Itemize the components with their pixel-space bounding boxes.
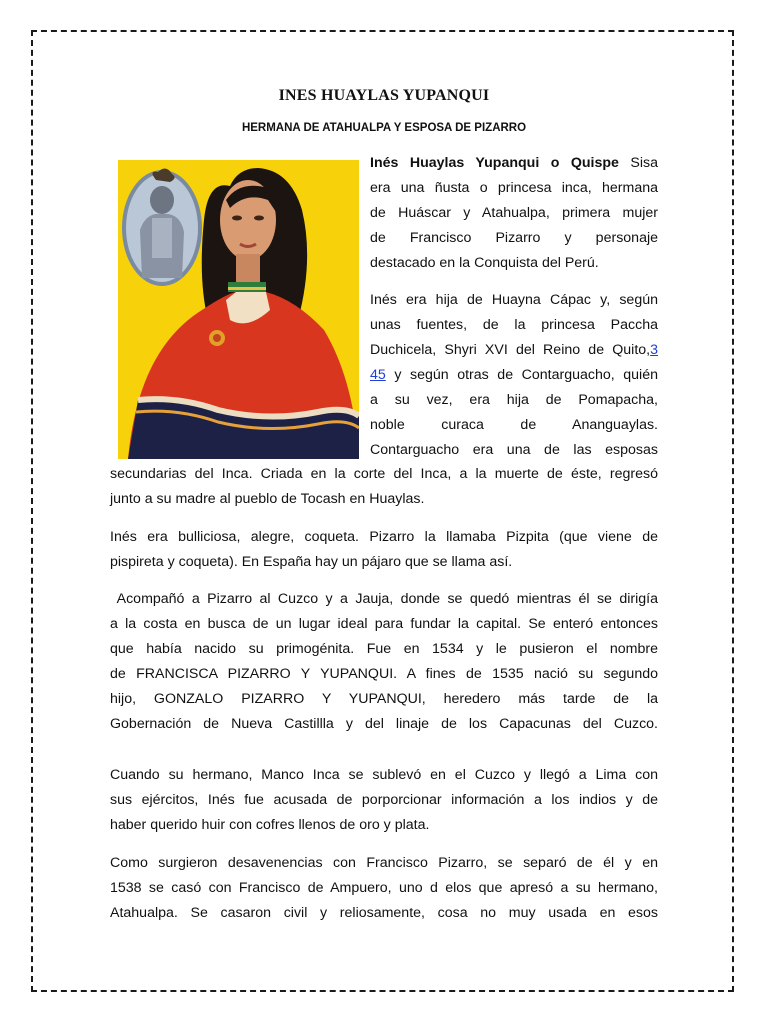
p2-line-5: a su vez, era hija de Pomapacha, <box>370 392 658 408</box>
p2-line-4: 45 y según otras de Contarguacho, quién <box>370 367 658 383</box>
p4-line-4: de FRANCISCA PIZARRO Y YUPANQUI. A fines de 1535 nació su segundo <box>110 666 658 682</box>
p6-line-3: Atahualpa. Se casaron civil y reliosamente, cosa no muy usada en esos <box>110 905 658 921</box>
p5-line-3: haber querido huir con cofres llenos de oro y plata. <box>110 817 430 833</box>
footnote-link-3[interactable]: 3 <box>650 342 658 358</box>
p1-line-3: de Huáscar y Atahualpa, primera mujer <box>370 205 658 221</box>
page-subtitle: HERMANA DE ATAHUALPA Y ESPOSA DE PIZARRO <box>241 122 527 134</box>
p3-line-1: Inés era bulliciosa, alegre, coqueta. Pizarro la llamaba Pizpita (que viene de <box>110 529 658 545</box>
p5-line-1: Cuando su hermano, Manco Inca se sublevó en el Cuzco y llegó a Lima con <box>110 767 658 783</box>
p1-line-2: era una ñusta o princesa inca, hermana <box>370 180 658 196</box>
p4-line-6: Gobernación de Nueva Castillla y del linaje de los Capacunas del Cuzco. <box>110 716 658 732</box>
p2-line-3: Duchicela, Shyri XVI del Reino de Quito,3 <box>370 342 658 358</box>
p6-line-2: 1538 se casó con Francisco de Ampuero, uno d elos que apresó a su hermano, <box>110 880 658 896</box>
p4-line-2: a la costa en busca de un lugar ideal para fundar la capital. Se enteró entonces <box>110 616 658 632</box>
p3-line-2: pispireta y coqueta). En España hay un pájaro que se llama así. <box>110 554 513 570</box>
p1-line-4: de Francisco Pizarro y personaje <box>370 230 658 246</box>
p4-line-3: que había nacido su primogénita. Fue en 1534 y le pusieron el nombre <box>110 641 658 657</box>
p4-line-1: Acompañó a Pizarro al Cuzco y a Jauja, donde se quedó mientras él se dirigía <box>110 591 658 607</box>
p4-line-5: hijo, GONZALO PIZARRO Y YUPANQUI, heredero más tarde de la <box>110 691 658 707</box>
p6-line-1: Como surgieron desavenencias con Francisco Pizarro, se separó de él y en <box>110 855 658 871</box>
p2-line-8: secundarias del Inca. Criada en la corte del Inca, a la muerte de éste, regresó <box>110 466 658 482</box>
footnote-link-45[interactable]: 45 <box>370 367 386 383</box>
p2-line-1: Inés era hija de Huayna Cápac y, según <box>370 292 658 308</box>
p5-line-2: sus ejércitos, Inés fue acusada de porporcionar información a los indios y de <box>110 792 658 808</box>
p2-line-6: noble curaca de Ananguaylas. <box>370 417 658 433</box>
page-title: INES HUAYLAS YUPANQUI <box>278 87 490 104</box>
p2-line-9: junto a su madre al pueblo de Tocash en Huaylas. <box>110 491 425 507</box>
portrait-image <box>118 160 359 459</box>
p2-line-7: Contarguacho era una de las esposas <box>370 442 658 458</box>
p1-line-5: destacado en la Conquista del Perú. <box>370 255 599 271</box>
p2-line-2: unas fuentes, de la princesa Paccha <box>370 317 658 333</box>
p1-line-1: Inés Huaylas Yupanqui o Quispe Sisa <box>370 155 658 171</box>
